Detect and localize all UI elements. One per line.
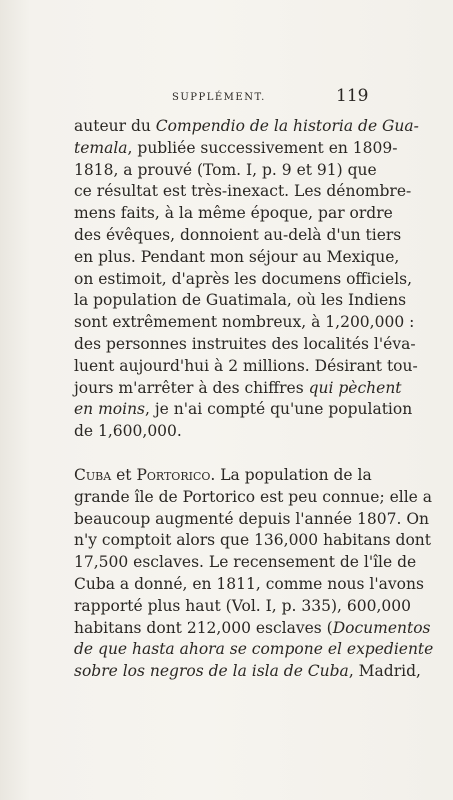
text-line: n'y comptoit alors que 136,000 habitans dont — [74, 531, 431, 550]
text-line: de que hasta ahora se compone el expediente — [74, 640, 434, 659]
italic-phrase: sobre los negros de la isla de Cuba — [74, 662, 349, 681]
text-line — [74, 116, 419, 138]
paragraph-cuba-portorico — [74, 465, 434, 683]
text-line: on estimoit, d'après les documens officiels, — [74, 269, 413, 288]
book-title-italic: temala — [74, 138, 128, 157]
italic-phrase: Documentos — [332, 618, 431, 637]
text-run: . La population de la — [210, 465, 372, 484]
text-run: , je n'ai compté qu'une population — [145, 400, 413, 419]
paragraph-guatemala — [74, 116, 419, 443]
text-line: ce résultat est très-inexact. Les dénombre- — [74, 182, 412, 201]
text-line: des personnes instruites des localités l'éva- — [74, 334, 416, 353]
running-head: SUPPLÉMENT. — [172, 92, 266, 103]
text-line: des évêques, donnoient au-delà d'un tiers — [74, 225, 402, 244]
text-line: la population de Guatimala, où les Indiens — [74, 291, 407, 310]
page-header — [0, 86, 453, 110]
italic-phrase: qui pèchent — [308, 378, 402, 397]
text-line: de 1,600,000. — [74, 422, 182, 441]
text-line — [74, 661, 421, 683]
text-run: et — [111, 465, 137, 484]
text-line — [74, 399, 413, 421]
text-line: 17,500 esclaves. Le recensement de l'île de — [74, 553, 417, 572]
text-run: , Madrid, — [348, 662, 421, 681]
text-line: grande île de Portorico est peu connue; elle a — [74, 487, 433, 506]
text-line — [74, 618, 431, 640]
text-line: 1818, a prouvé (Tom. I, p. 9 et 91) que — [74, 160, 377, 179]
text-line — [74, 138, 398, 160]
text-run: auteur du — [74, 117, 156, 135]
text-line: rapporté plus haut (Vol. I, p. 335), 600,000 — [74, 596, 411, 615]
page-number: 119 — [336, 86, 369, 106]
text-line: luent aujourd'hui à 2 millions. Désirant tou- — [74, 356, 418, 375]
text-line: sont extrêmement nombreux, à 1,200,000 : — [74, 313, 415, 332]
body-text — [74, 116, 434, 683]
text-run: , publiée successivement en 1809- — [127, 138, 398, 157]
book-title-italic: Compendio de la historia de Gua- — [155, 117, 419, 135]
text-run: habitans dont 212,000 esclaves ( — [74, 618, 333, 637]
paragraph-spacer — [74, 443, 370, 465]
text-line: Cuba a donné, en 1811, comme nous l'avons — [74, 574, 424, 593]
small-caps-heading: Cuba — [74, 465, 112, 484]
text-run: jours m'arrêter à des chiffres — [74, 378, 309, 397]
text-line — [74, 378, 402, 400]
text-line: en plus. Pendant mon séjour au Mexique, — [74, 247, 400, 266]
text-line: beaucoup augmenté depuis l'année 1807. On — [74, 509, 430, 528]
italic-phrase: en moins — [74, 400, 146, 419]
small-caps-heading: Portorico — [136, 465, 211, 484]
text-line: mens faits, à la même époque, par ordre — [74, 204, 393, 223]
text-line — [74, 465, 370, 487]
